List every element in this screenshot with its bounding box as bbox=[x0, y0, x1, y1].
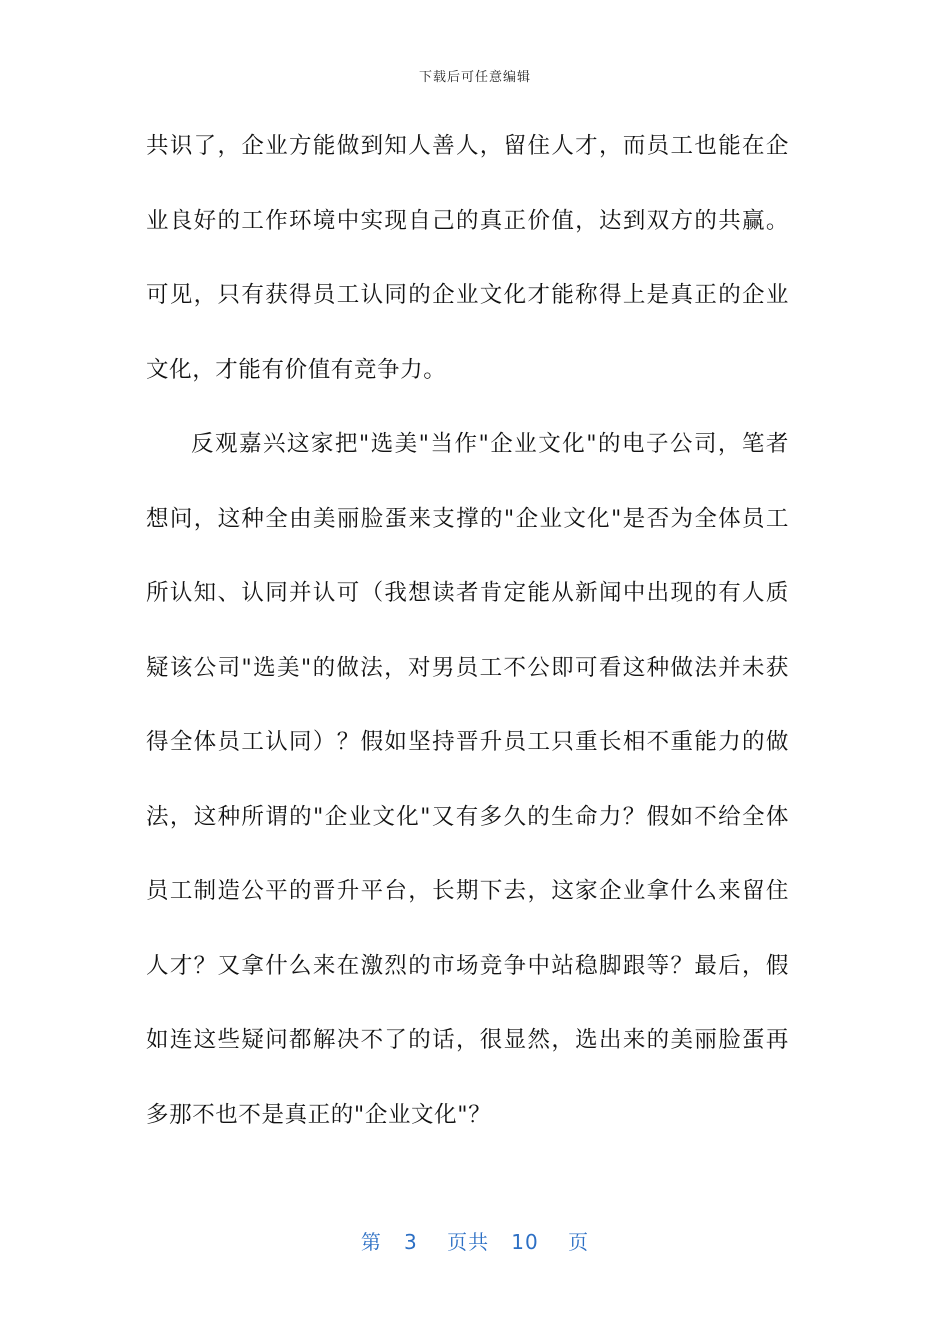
current-page-number: 3 bbox=[403, 1230, 418, 1254]
paragraph-1: 共识了，企业方能做到知人善人，留住人才，而员工也能在企业良好的工作环境中实现自己的真正价值，达到双方的共赢。可见，只有获得员工认同的企业文化才能称得上是真正的企业文化，才能有价值有竞争力。 bbox=[146, 133, 789, 383]
footer-prefix: 第 bbox=[360, 1230, 382, 1254]
footer-middle: 页共 bbox=[447, 1230, 490, 1254]
total-pages-number: 10 bbox=[511, 1230, 539, 1254]
document-body bbox=[146, 109, 789, 1152]
footer-suffix: 页 bbox=[568, 1230, 590, 1254]
page-header bbox=[0, 66, 950, 85]
paragraph-2: 反观嘉兴这家把"选美"当作"企业文化"的电子公司，笔者想问，这种全由美丽脸蛋来支撑的"企业文化"是否为全体员工所认知、认同并认可（我想读者肯定能从新闻中出现的有人质疑该公司"选美"的做法，对男员工不公即可看这种做法并未获得全体员工认同）？假如坚持晋升员工只重长相不重能力的做法，这种所谓的"企业文化"又有多久的生命力？假如不给全体员工制造公平的晋升平台，长期下去，这家企业拿什么来留住人才？又拿什么来在激烈的市场竞争中站稳脚跟等？最后，假如连这些疑问都解决不了的话，很显然，选出来的美丽脸蛋再多那不也不是真正的"企业文化"？ bbox=[146, 431, 789, 1128]
header-text: 下载后可任意编辑 bbox=[418, 70, 531, 85]
page-footer bbox=[0, 1226, 950, 1255]
